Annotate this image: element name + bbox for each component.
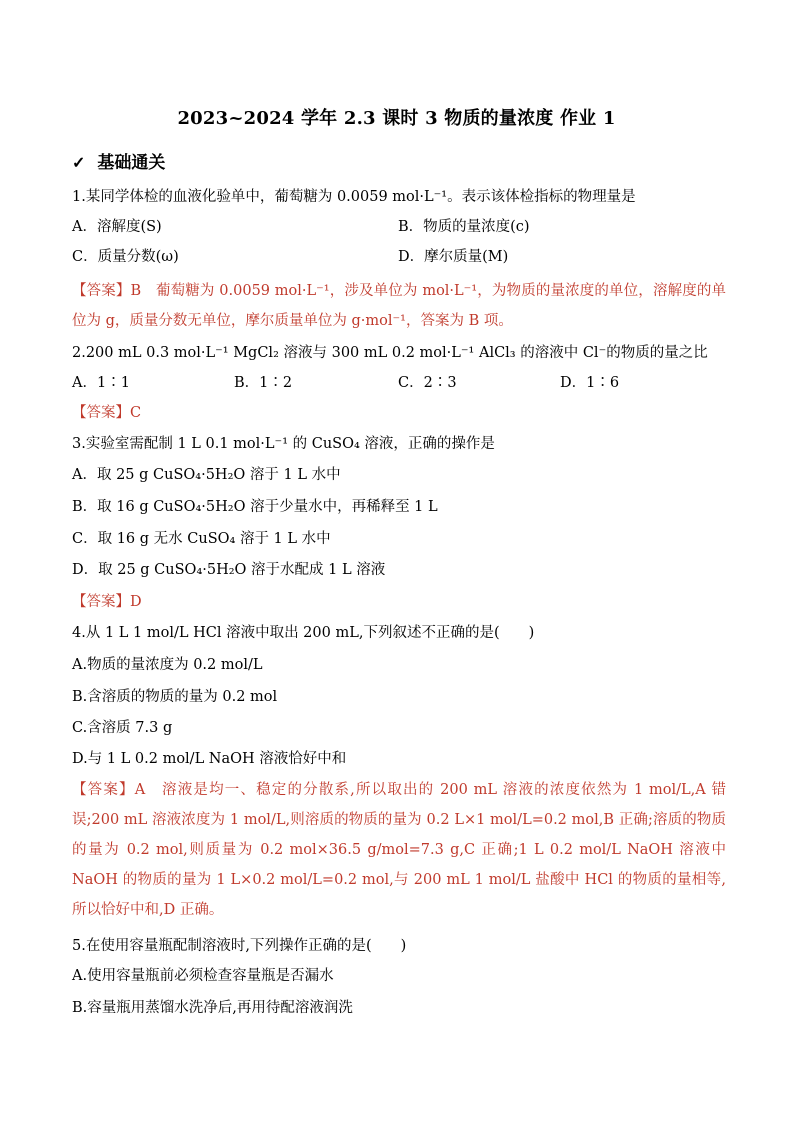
page-title: 2023~2024 学年 2.3 课时 3 物质的量浓度 作业 1 — [177, 108, 616, 129]
q1-option-a: A．溶解度(S) — [72, 219, 162, 235]
q2-option-a: A．1∶1 — [72, 375, 130, 391]
q5-option-b: B.容量瓶用蒸馏水洗净后,再用待配溶液润洗 — [72, 1000, 353, 1016]
q5-option-a: A.使用容量瓶前必须检查容量瓶是否漏水 — [72, 968, 334, 984]
q4-answer: 【答案】A 溶液是均一、稳定的分散系,所以取出的 200 mL 溶液的浓度依然为 1 mol/L,A 错误;200 mL 溶液浓度为 1 mol/L,则溶质的物质的量为 0.2 L×1 mol/L=0.2 mol,B 正确;溶质的物质的量为 0.2 mol,则质量为 0.2 mol×36.5 g/mol=7.3 g,C 正确;1 L 0.2 mol/L NaOH 溶液中 NaOH 的物质的量为 1 L×0.2 mol/L=0.2 mol,与 200 mL 1 mol/L 盐酸中 HCl 的物质的量相等,所以恰好中和,D 正确。 — [72, 782, 726, 918]
q5-stem: 5.在使用容量瓶配制溶液时,下列操作正确的是( ) — [72, 938, 407, 954]
q4-option-c: C.含溶质 7.3 g — [72, 720, 173, 736]
q1-stem: 1.某同学体检的血液化验单中，葡萄糖为 0.0059 mol·L⁻¹。表示该体检指标的物理量是 — [72, 189, 636, 205]
q4-option-d: D.与 1 L 0.2 mol/L NaOH 溶液恰好中和 — [72, 751, 347, 767]
q3-option-d: D．取 25 g CuSO₄·5H₂O 溶于水配成 1 L 溶液 — [72, 562, 386, 578]
q2-option-d: D．1∶6 — [560, 375, 620, 391]
q3-option-a: A．取 25 g CuSO₄·5H₂O 溶于 1 L 水中 — [72, 467, 341, 483]
q1-option-c: C．质量分数(ω) — [72, 249, 179, 265]
q3-option-b: B．取 16 g CuSO₄·5H₂O 溶于少量水中，再稀释至 1 L — [72, 499, 438, 515]
q4-option-a: A.物质的量浓度为 0.2 mol/L — [72, 657, 263, 673]
q2-option-b: B．1∶2 — [234, 375, 293, 391]
q1-option-d: D．摩尔质量(M) — [398, 249, 509, 265]
checkmark-icon: ✓ — [72, 153, 86, 172]
q1-option-b: B．物质的量浓度(c) — [398, 219, 530, 235]
q3-stem: 3.实验室需配制 1 L 0.1 mol·L⁻¹ 的 CuSO₄ 溶液，正确的操作是 — [72, 436, 495, 452]
q4-stem: 4.从 1 L 1 mol/L HCl 溶液中取出 200 mL,下列叙述不正确的是( ) — [72, 625, 535, 641]
q2-answer: 【答案】C — [72, 405, 142, 421]
q3-option-c: C．取 16 g 无水 CuSO₄ 溶于 1 L 水中 — [72, 531, 331, 547]
section-label: 基础通关 — [97, 153, 166, 173]
q2-option-c: C．2∶3 — [398, 375, 457, 391]
section-heading — [72, 148, 165, 173]
q2-stem: 2.200 mL 0.3 mol·L⁻¹ MgCl₂ 溶液与 300 mL 0.2 mol·L⁻¹ AlCl₃ 的溶液中 Cl⁻的物质的量之比 — [72, 345, 708, 361]
q4-option-b: B.含溶质的物质的量为 0.2 mol — [72, 689, 278, 705]
q1-answer: 【答案】B 葡萄糖为 0.0059 mol·L⁻¹，涉及单位为 mol·L⁻¹，为物质的量浓度的单位，溶解度的单位为 g，质量分数无单位，摩尔质量单位为 g·mol⁻¹，答案为 B 项。 — [72, 283, 726, 329]
q3-answer: 【答案】D — [72, 594, 142, 610]
